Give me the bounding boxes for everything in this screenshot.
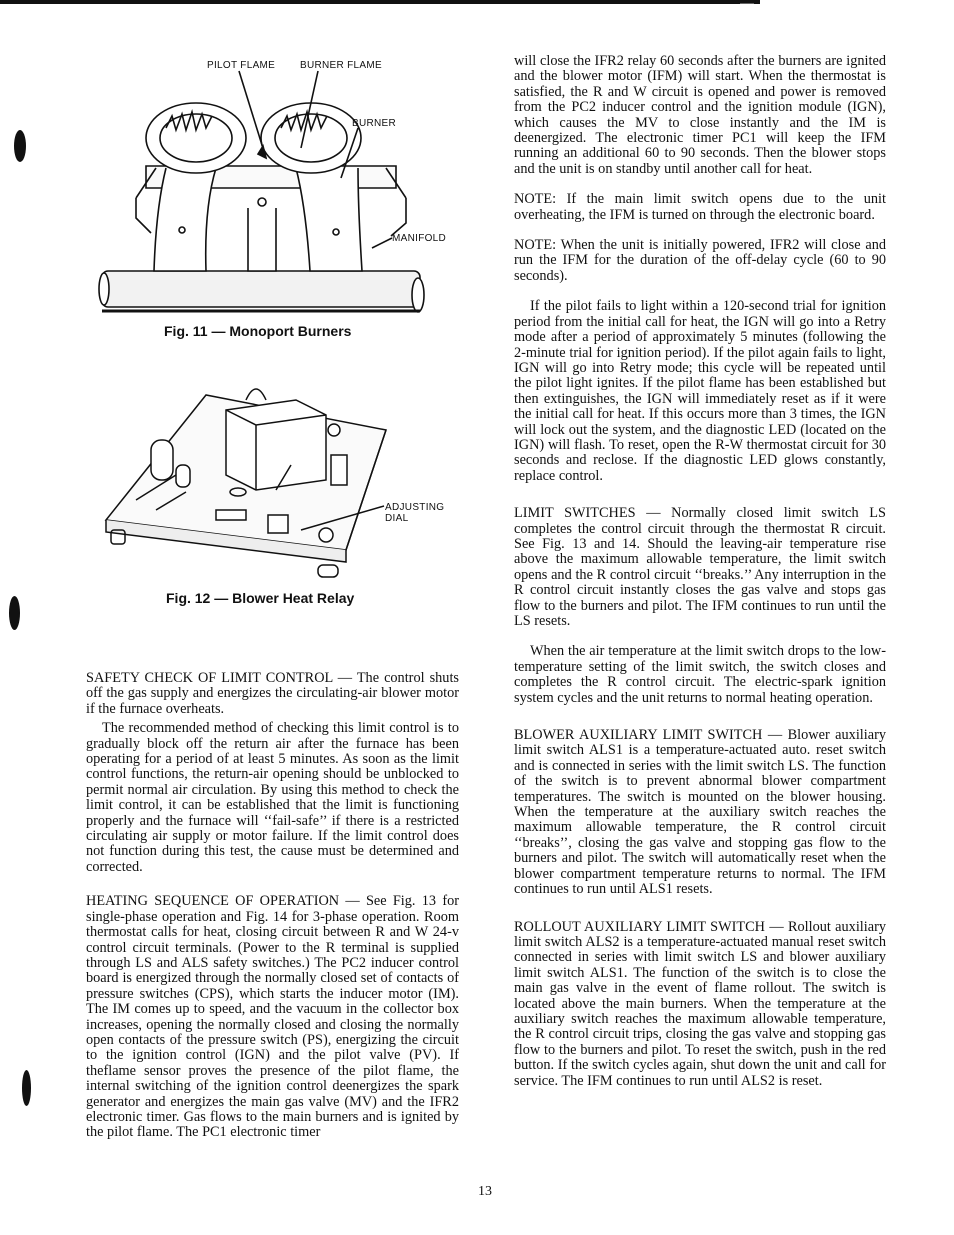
label-adjusting: ADJUSTING xyxy=(385,502,445,513)
label-manifold: MANIFOLD xyxy=(392,233,447,244)
heating-sequence-body: — See Fig. 13 for single-phase operation and Fig. 14 for 3-phase operation. Room thermostat calls for heat, closing circuit between R and W 24-v control circuit terminals. (Power to the R terminal is supplied through LS and ALS safety switches.) The PC2 inducer control board is energized through the normally closed set of contacts of pressure switches (CPS), which starts the inducer motor (IM). The IM comes up to speed, and the vacuum in the collector box increases, opening the normally closed and closing the normally open contacts of the pressure switch (PS), energizing the circuit to the ignition control (IGN) and the pilot valve (PV). If theflame sensor proves the presence of the pilot flame, the internal switching of the ignition control deenergizes the spark generator and energizes the main gas valve (MV) and the IFR2 electronic timer. Gas flows to the main burners and is ignited by the pilot flame. The PC1 electronic timer xyxy=(86,893,459,1141)
rollout-aux-limit-heading: ROLLOUT AUXILIARY LIMIT SWITCH xyxy=(514,918,765,935)
top-rule-tail xyxy=(740,3,754,4)
page-number: 13 xyxy=(478,1184,492,1199)
blower-aux-limit-heading: BLOWER AUXILIARY LIMIT SWITCH xyxy=(514,727,763,744)
right-column-text xyxy=(514,54,886,1089)
continuation-paragraph: will close the IFR2 relay 60 seconds after the burners are ignited and the blower motor (IFM) will start. When the thermostat is satisfied, the R and W circuit is opened and power is removed from the PC2 inducer control and the ignition module (IGN), which causes the MV to close instantly and the IM is deenergized. The electronic timer PC1 will keep the IFM running an additional 60 to 90 seconds. Then the blower stops and the unit is on standby until another call for heat. xyxy=(514,53,886,177)
heating-sequence-paragraph xyxy=(86,894,459,1141)
fig12-blower-heat-relay-illustration xyxy=(96,370,396,585)
safety-check-paragraph xyxy=(86,671,459,717)
rollout-aux-limit-paragraph xyxy=(514,920,886,1089)
label-burner-flame: BURNER FLAME xyxy=(300,60,382,71)
label-pilot-flame: PILOT FLAME xyxy=(207,60,276,71)
safety-check-heading: SAFETY CHECK OF LIMIT CONTROL xyxy=(86,670,333,686)
pilot-retry-paragraph: If the pilot fails to light within a 120-second trial for ignition period from the initial call for heat, the IGN will go into a Retry mode after a period of approximately 5 minutes (following the 2-minute trial for ignition period). If the pilot again fails to light, IGN will go into Retry mode; this cycle will be repeated until the pilot light ignites. If the pilot flame has been established but then extinguishes, the IGN will immediately reset as if it were the initial call for heat. If this occurs more than 3 times, the IGN will lock out the system, and the diagnostic LED (located on the IGN) will flash. To reset, open the R-W thermostat circuit for 30 seconds and reclose. If the diagnostic LED glows constantly, replace control. xyxy=(514,298,886,484)
blower-aux-limit-paragraph xyxy=(514,728,886,897)
heating-sequence-heading: HEATING SEQUENCE OF OPERATION xyxy=(86,893,340,910)
left-column-text xyxy=(86,671,459,1141)
air-temperature-paragraph: When the air temperature at the limit switch drops to the low-temperature setting of the limit switch, the switch closes and completes the R control circuit. The electric-spark ignition system cycles and the unit returns to normal heating operation. xyxy=(514,643,886,706)
fig11-monoport-burners-illustration xyxy=(96,58,456,320)
limit-switches-paragraph xyxy=(514,506,886,629)
fig11-caption: Fig. 11 — Monoport Burners xyxy=(164,323,352,339)
label-burner: BURNER xyxy=(352,118,397,129)
binder-hole-middle xyxy=(9,596,20,630)
limit-switches-body: — Normally closed limit switch LS completes the control circuit through the thermostat R circuit. See Fig. 13 and 14. Should the leaving-air temperature rise above the maximum allowable temperature, the limit switch opens and the R control circuit ‘‘breaks.’’ Any interruption in the R control circuit instantly closes the gas valve and stops gas flow to the burners and pilot. The IFM continues to run until the LS resets. xyxy=(514,505,886,629)
fig12-caption: Fig. 12 — Blower Heat Relay xyxy=(166,590,355,606)
safety-check-body: — The control shuts off the gas supply and energizes the circulating-air blower motor if the furnace overheats. xyxy=(86,670,459,717)
recommended-method-paragraph: The recommended method of checking this limit control is to gradually block off the return air after the furnace has been operating for a period of at least 5 minutes. As soon as the limit control functions, the return-air opening should be unblocked to permit normal air circulation. By using this method to check the limit control, it can be established that the limit is functioning properly and the furnace will ‘‘fail-safe’’ if there is a restricted circulating air supply or motor failure. If the limit control does not function during this test, the cause must be determined and corrected. xyxy=(86,720,459,875)
label-dial: DIAL xyxy=(385,513,409,524)
top-rule xyxy=(0,0,760,4)
binder-hole-top xyxy=(14,130,26,162)
note-main-limit: NOTE: If the main limit switch opens due to the unit overheating, the IFM is turned on through the electronic board. xyxy=(514,191,886,223)
rollout-aux-limit-body: — Rollout auxiliary limit switch ALS2 is a temperature-actuated manual reset switch connected in series with limit switch LS and blower auxiliary limit switch ALS1. The function of the switch is to close the main gas valve in the event of flame rollout. The switch is located above the main burners. When the temperature at the auxiliary switch reaches the maximum allowable temperature, the R control circuit trips, closing the gas valve and stopping gas flow to the burners and pilot. To reset the switch, push in the red button. If the switch cycles again, shut down the unit and call for service. The IFM continues to run until ALS2 is reset. xyxy=(514,918,886,1089)
limit-switches-heading: LIMIT SWITCHES xyxy=(514,505,636,522)
binder-hole-bottom xyxy=(22,1070,31,1106)
blower-aux-limit-body: — Blower auxiliary limit switch ALS1 is a temperature-actuated auto. reset switch and is connected in series with the limit switch LS. The function of the switch is to prevent abnormal blower compartment temperatures. The switch is mounted on the blower housing. When the temperature at the auxiliary switch reaches the maximum allowable temperature, the R control circuit ‘‘breaks’’, closing the gas valve and stopping gas flow to the burners and pilot. The switch will automatically reset when the blower compartment temperature returns to normal. The IFM continues to run until ALS1 resets. xyxy=(514,727,886,898)
note-initial-power: NOTE: When the unit is initially powered, IFR2 will close and run the IFM for the duration of the off-delay cycle (60 to 90 seconds). xyxy=(514,237,886,284)
